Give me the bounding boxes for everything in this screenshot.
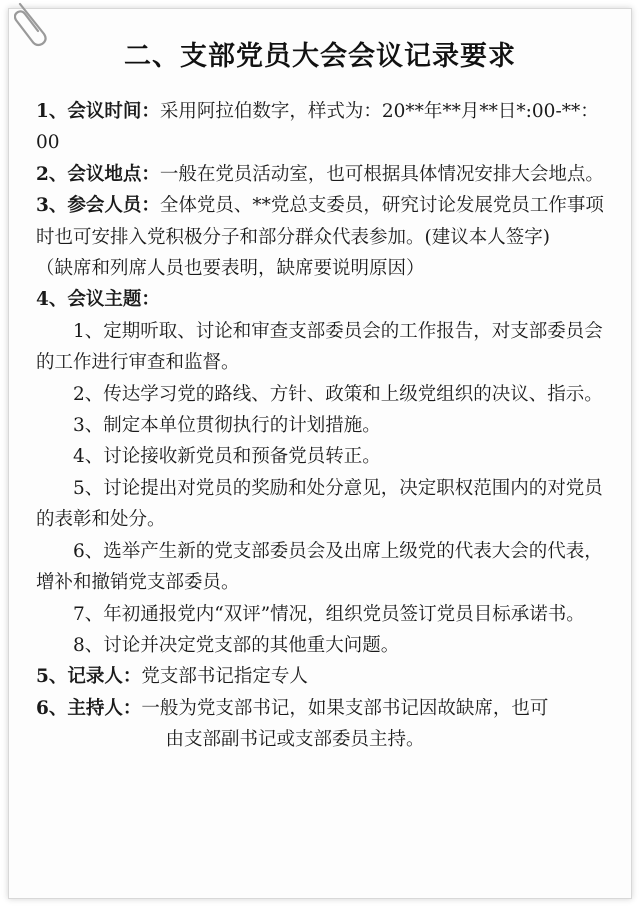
item-host (36, 693, 610, 724)
topic-item: 3、制定本单位贯彻执行的计划措施。 (73, 415, 381, 437)
item-label: 1、会议时间： (36, 101, 160, 122)
item-attendees (36, 190, 610, 253)
item-host-continued: 由支部副书记或支部委员主持。 (165, 729, 425, 751)
item-label: 2、会议地点： (36, 163, 160, 185)
item-label: 4、会议主题： (36, 289, 160, 311)
topic-item: 5、讨论提出对党员的奖励和处分意见，决定职权范围内的对党员的表彰和处分。 (36, 477, 603, 531)
item-text: 一般为党支部书记，如果支部书记因故缺席，也可 (141, 697, 549, 719)
item-text: 采用阿拉伯数字，样式为：20**年**月**日*:00-**：00 (36, 101, 599, 154)
item-text: 党支部书记指定专人 (141, 666, 308, 688)
item-text: 全体党员、**党总支委员，研究讨论发展党员工作事项时也可安排入党积极分子和部分群众代表参加。(建议本人签字) (36, 195, 604, 248)
item-meeting-place (36, 159, 610, 190)
item-recorder (36, 661, 610, 692)
item-topics-heading (36, 284, 610, 315)
item-meeting-time (36, 96, 610, 159)
topic-item: 8、讨论并决定党支部的其他重大问题。 (73, 634, 400, 656)
document-body (36, 96, 610, 756)
item-label: 6、主持人： (36, 697, 142, 719)
topic-item: 1、定期听取、讨论和审查支部委员会的工作报告，对支部委员会的工作进行审查和监督。 (36, 320, 603, 374)
topic-item: 7、年初通报党内“双评”情况，组织党员签订党员目标承诺书。 (73, 603, 585, 625)
attendees-note: （缺席和列席人员也要表明，缺席要说明原因） (36, 258, 425, 280)
item-text: 一般在党员活动室，也可根据具体情况安排大会地点。 (159, 163, 604, 185)
item-label: 5、记录人： (36, 666, 142, 688)
page-title: 二、支部党员大会会议记录要求 (124, 41, 516, 72)
topic-item: 4、讨论接收新党员和预备党员转正。 (73, 446, 381, 468)
topic-item: 6、选举产生新的党支部委员会及出席上级党的代表大会的代表，增补和撤销党支部委员。 (36, 540, 603, 594)
item-label: 3、参会人员： (36, 195, 160, 217)
topic-item: 2、传达学习党的路线、方针、政策和上级党组织的决议、指示。 (73, 383, 603, 405)
